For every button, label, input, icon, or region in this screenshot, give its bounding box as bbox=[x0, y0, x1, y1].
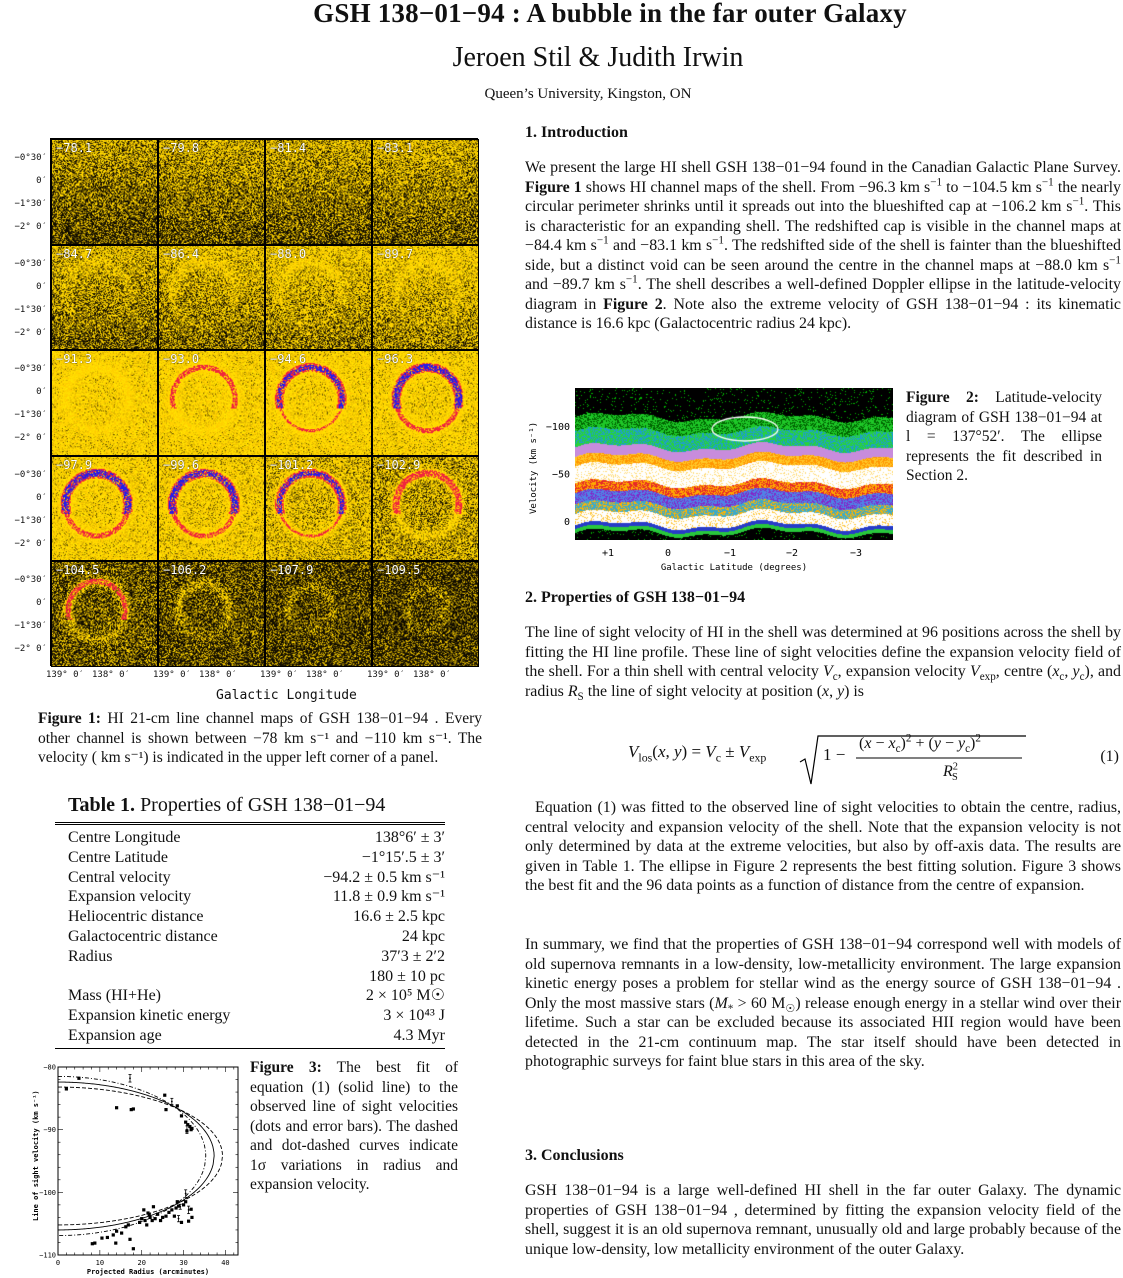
fit-curve-dashed bbox=[58, 1087, 223, 1225]
error-bar-point bbox=[186, 1129, 188, 1131]
latitude-tick-label: −2° 0′ bbox=[14, 538, 47, 549]
channel-map-image bbox=[52, 457, 157, 561]
longitude-tick-label: 138° 0′ bbox=[413, 670, 451, 680]
channel-velocity-label: −107.9 bbox=[270, 563, 314, 578]
channel-velocity-label: −79.8 bbox=[163, 141, 200, 155]
channel-map-panel bbox=[372, 561, 479, 667]
y-axis-label: Line of sight velocity (km s⁻¹) bbox=[32, 1090, 40, 1221]
channel-velocity-label: −99.6 bbox=[163, 457, 200, 472]
x-tick-label: 40 bbox=[221, 1259, 230, 1267]
channel-map-panel bbox=[51, 139, 158, 245]
channel-map-image bbox=[373, 351, 478, 455]
property-value: 16.6 ± 2.5 kpc bbox=[353, 908, 445, 926]
data-point bbox=[93, 1241, 96, 1244]
section-2-summary-paragraph: In summary, we find that the properties of GSH 138−01−94 correspond well with models of old supernova remnants in a low-density, low-metallicity environment. The large expansion kinetic energy poses a problem for stellar wind as the energy source of GSH 138−01−94 . Only the most massive stars ($M_* > 60$ $M_☉$) release enough energy in a stellar wind over their lifetime. Such a star can be excluded because its associated HII region would have been detected in the 21-cm continuum map. The star itself should have been detected in photographic surveys for faint blue stars in this area of the sky. bbox=[525, 936, 1121, 1070]
table-row bbox=[55, 907, 445, 927]
channel-map-panel bbox=[51, 561, 158, 667]
section-2-heading: 2. Properties of GSH 138−01−94 bbox=[525, 589, 746, 606]
y-tick-label: −100 bbox=[39, 1188, 56, 1197]
properties-table bbox=[55, 822, 445, 1049]
channel-map-image bbox=[373, 562, 478, 666]
section-2-fit-paragraph: Equation (1) was fitted to the observed line of sight velocities to obtain the centre, radius, central velocity and expansion velocity of the shell. Note that the expansion velocity is not only determined by data at the extreme velocities, but also by off-axis data. The results are given in Table 1. The ellipse in Figure 2 represents the best fitting solution. Figure 3 shows the best fit and the 96 data points as a function of distance from the centre of expansion. bbox=[525, 799, 1121, 894]
channel-velocity-label: −94.6 bbox=[270, 352, 307, 367]
property-name bbox=[68, 967, 72, 987]
section-3-heading: 3. Conclusions bbox=[525, 1147, 624, 1164]
table-1-label: Table 1. bbox=[68, 794, 136, 816]
channel-velocity-label: −93.0 bbox=[163, 352, 200, 367]
longitude-tick-label: 138° 0′ bbox=[92, 670, 130, 680]
figure-2-caption-label: Figure 2: bbox=[906, 389, 979, 406]
figure-2-caption-text: Latitude-velocity diagram of GSH 138−01−94 at l = 137°52′. The ellipse represents the fit described in Section 2. bbox=[906, 389, 1102, 484]
property-value: 3 × 10⁴³ J bbox=[383, 1007, 445, 1025]
figure-2-x-axis-label: Galactic Latitude (degrees) bbox=[660, 563, 808, 573]
paper-authors: Jeroen Stil & Judith Irwin bbox=[452, 42, 744, 73]
channel-map-panel bbox=[265, 456, 372, 562]
property-name: Centre Longitude bbox=[68, 829, 181, 846]
channel-map-image bbox=[266, 246, 371, 350]
latitude-tick-label: −0°30′ bbox=[14, 575, 47, 586]
channel-map-grid bbox=[50, 138, 478, 666]
y-tick-label: −110 bbox=[39, 1251, 56, 1260]
channel-velocity-label: −109.5 bbox=[377, 563, 421, 578]
velocity-tick-label: −100 bbox=[545, 422, 570, 433]
latitude-tick-label: +1 bbox=[601, 548, 615, 559]
data-point bbox=[167, 1211, 170, 1214]
figure-1-channel-maps bbox=[0, 130, 480, 710]
channel-map-panel bbox=[372, 350, 479, 456]
channel-map-panel bbox=[372, 456, 479, 562]
channel-map-panel bbox=[158, 139, 265, 245]
property-name: Radius bbox=[68, 947, 113, 965]
data-point bbox=[154, 1217, 157, 1220]
channel-map-image bbox=[373, 457, 478, 561]
latitude-tick-label: 0′ bbox=[36, 281, 47, 292]
data-point bbox=[112, 1233, 115, 1236]
velocity-tick-label: −50 bbox=[551, 469, 570, 481]
data-point bbox=[190, 1208, 193, 1211]
data-point bbox=[190, 1128, 193, 1131]
data-point bbox=[176, 1200, 179, 1203]
channel-velocity-label: −83.1 bbox=[377, 141, 414, 155]
figure-3-caption bbox=[250, 1058, 458, 1195]
table-1-title bbox=[68, 794, 385, 817]
figure-1-x-axis-label: Galactic Longitude bbox=[216, 688, 357, 703]
data-point bbox=[180, 1221, 183, 1224]
error-bar-point bbox=[179, 1206, 181, 1208]
table-1-caption: Properties of GSH 138−01−94 bbox=[140, 794, 386, 816]
property-name: Heliocentric distance bbox=[68, 908, 204, 926]
data-point bbox=[145, 1223, 148, 1226]
latitude-tick-label: −0°30′ bbox=[14, 364, 47, 375]
section-3-body: GSH 138−01−94 is a large well-defined HI shell in the far outer Galaxy. The dynamic properties of GSH 138−01−94 , determined by fitting the expansion velocity field of the shell, suggest it is an old supernova remnant, unusually old and large probably because of the unique low-density, low metallicity environment of the outer Galaxy. bbox=[525, 1182, 1121, 1258]
property-name: Expansion velocity bbox=[68, 888, 192, 906]
channel-map-image bbox=[52, 351, 157, 455]
property-name: Expansion age bbox=[68, 1026, 162, 1044]
channel-velocity-label: −101.2 bbox=[270, 457, 314, 472]
figure-3-velocity-fit-chart bbox=[0, 1052, 245, 1278]
channel-map-panel bbox=[265, 245, 372, 351]
data-point bbox=[106, 1236, 109, 1239]
channel-map-image bbox=[266, 562, 371, 666]
data-point bbox=[180, 1114, 183, 1117]
data-point bbox=[184, 1200, 187, 1203]
channel-map-panel bbox=[158, 456, 265, 562]
latitude-tick-label: −1°30′ bbox=[14, 410, 47, 421]
latitude-tick-label: −2° 0′ bbox=[14, 327, 47, 338]
latitude-tick-label: −1 bbox=[723, 548, 737, 559]
data-point bbox=[115, 1106, 118, 1109]
fit-curve-dot-dashed bbox=[58, 1076, 206, 1235]
data-point bbox=[115, 1230, 118, 1233]
channel-map-image bbox=[373, 140, 478, 244]
longitude-tick-label: 139° 0′ bbox=[153, 670, 191, 680]
property-name: Centre Latitude bbox=[68, 848, 168, 866]
data-point bbox=[143, 1219, 146, 1222]
figure-1-caption-label: Figure 1: bbox=[38, 710, 101, 727]
equation-lhs: $V_{los}(x$, $y) = V_c \pm V_{exp}$ bbox=[628, 742, 767, 765]
channel-map-panel bbox=[158, 350, 265, 456]
y-tick-label: −90 bbox=[43, 1126, 56, 1135]
channel-velocity-label: −89.7 bbox=[377, 246, 414, 261]
table-row bbox=[55, 947, 445, 967]
property-value: 24 kpc bbox=[401, 927, 445, 945]
data-point bbox=[190, 1216, 193, 1219]
channel-map-panel bbox=[265, 350, 372, 456]
equation-numerator: $(x - x_c)^2 + (y - y_c)^2$ bbox=[859, 732, 981, 756]
property-value: 138°6′ ± 3′ bbox=[374, 829, 445, 846]
channel-velocity-label: −84.7 bbox=[56, 246, 93, 261]
channel-velocity-label: −104.5 bbox=[56, 563, 100, 578]
channel-map-image bbox=[266, 140, 371, 244]
figure-1-caption-text: HI 21-cm line channel maps of GSH 138−01−94 . Every other channel is shown between −78 km s⁻¹ and −110 km s⁻¹. The velocity ( km s⁻¹) is indicated in the upper left corner of a panel. bbox=[38, 710, 482, 766]
figure-3-caption-text: The best fit of equation (1) (solid line) to the observed line of sight velocities (dots and error bars). The dashed and dot-dashed curves indicate 1σ variations in radius and expansion velocity. bbox=[250, 1059, 458, 1193]
equation-denominator: $R^2_S$ bbox=[943, 761, 958, 784]
longitude-tick-label: 138° 0′ bbox=[199, 670, 237, 680]
table-row bbox=[55, 828, 445, 848]
longitude-tick-label: 139° 0′ bbox=[260, 670, 298, 680]
channel-map-panel bbox=[265, 561, 372, 667]
property-value: 4.3 Myr bbox=[393, 1026, 445, 1044]
channel-velocity-label: −88.0 bbox=[270, 246, 307, 261]
table-row bbox=[55, 986, 445, 1006]
channel-velocity-label: −91.3 bbox=[56, 352, 93, 367]
channel-map-image bbox=[52, 246, 157, 350]
property-value: 37′3 ± 2′2 bbox=[381, 947, 445, 965]
table-row bbox=[55, 887, 445, 907]
channel-velocity-label: −102.9 bbox=[377, 457, 421, 472]
data-point bbox=[132, 1107, 135, 1110]
latitude-tick-label: −2 bbox=[785, 548, 799, 559]
section-1-heading: 1. Introduction bbox=[525, 124, 628, 141]
channel-velocity-label: −78.1 bbox=[56, 141, 93, 155]
table-row bbox=[55, 967, 445, 987]
figure-3-caption-label: Figure 3: bbox=[250, 1059, 322, 1076]
latitude-tick-label: 0′ bbox=[36, 387, 47, 398]
property-value: 2 × 10⁵ M☉ bbox=[365, 987, 445, 1005]
table-row bbox=[55, 868, 445, 888]
data-point bbox=[148, 1216, 151, 1219]
data-point bbox=[156, 1213, 159, 1216]
velocity-tick-label: 0 bbox=[563, 517, 570, 528]
table-row bbox=[55, 1006, 445, 1026]
data-point bbox=[176, 1104, 179, 1107]
x-tick-label: 0 bbox=[55, 1259, 61, 1267]
channel-map-image bbox=[159, 351, 264, 455]
data-point bbox=[77, 1077, 80, 1080]
data-point bbox=[152, 1205, 155, 1208]
longitude-tick-label: 139° 0′ bbox=[367, 670, 405, 680]
error-bar-point bbox=[185, 1193, 187, 1195]
x-tick-label: 20 bbox=[137, 1259, 146, 1267]
channel-map-image bbox=[159, 562, 264, 666]
latitude-tick-label: −3 bbox=[849, 548, 863, 559]
latitude-tick-label: 0′ bbox=[36, 598, 47, 609]
equation-one-minus: 1 − bbox=[823, 745, 846, 764]
equation-1 bbox=[525, 732, 1121, 792]
table-row bbox=[55, 927, 445, 947]
data-point bbox=[138, 1221, 141, 1224]
data-point bbox=[114, 1241, 117, 1244]
data-point bbox=[173, 1215, 176, 1218]
latitude-tick-label: −1°30′ bbox=[14, 304, 47, 315]
channel-map-image bbox=[52, 562, 157, 666]
error-bar-point bbox=[171, 1101, 173, 1103]
figure-2-axes bbox=[520, 386, 900, 581]
data-point bbox=[128, 1238, 131, 1241]
channel-map-image bbox=[159, 246, 264, 350]
channel-map-panel bbox=[372, 139, 479, 245]
property-name: Central velocity bbox=[68, 868, 171, 886]
table-row bbox=[55, 848, 445, 868]
data-point bbox=[159, 1219, 162, 1222]
section-2-body: The line of sight velocity of HI in the shell was determined at 96 positions across the shell by fitting the HI line profile. These line of sight velocities define the expansion velocity field of the shell. For a thin shell with central velocity $V_c$, expansion velocity $V_{exp}$, centre ($x_c$, $y_c$), and radius $R_S$ the line of sight velocity at position (x, y) is bbox=[525, 624, 1121, 703]
x-axis-label: Projected Radius (arcminutes) bbox=[86, 1268, 210, 1276]
paper-affiliation: Queen’s University, Kingston, ON bbox=[484, 86, 692, 102]
data-point bbox=[140, 1217, 143, 1220]
channel-map-image bbox=[266, 351, 371, 455]
channel-map-image bbox=[52, 140, 157, 244]
data-point bbox=[151, 1219, 154, 1222]
section-1-body: We present the large HI shell GSH 138−01−94 found in the Canadian Galactic Plane Survey. Figure 1 shows HI channel maps of the shell. From −96.3 km $s^{-1}$ to −104.5 km $s^{-1}$ the nearly circular perimeter shrinks until it spreads out into the blueshifted cap at −106.2 km $s^{-1}$. This is characteristic for an expanding shell. The redshifted cap is visible in the channel maps at −84.4 km $s^{-1}$ and −83.1 km $s^{-1}$. The redshifted side of the shell is fainter than the blueshifted side, but a distinct void can be seen around the centre in the channel maps at −88.0 km $s^{-1}$ and −89.7 km $s^{-1}$. The shell describes a well-defined Doppler ellipse in the latitude-velocity diagram in Figure 2. Note also the extreme velocity of GSH 138−01−94 : its kinematic distance is 16.6 kpc (Galactocentric radius 24 kpc). bbox=[525, 159, 1121, 332]
property-name: Galactocentric distance bbox=[68, 927, 218, 945]
channel-map-panel bbox=[158, 245, 265, 351]
y-tick-label: −80 bbox=[43, 1063, 56, 1072]
error-bar-point bbox=[188, 1209, 190, 1211]
data-point bbox=[163, 1094, 166, 1097]
data-point bbox=[170, 1208, 173, 1211]
channel-velocity-label: −97.9 bbox=[56, 457, 93, 472]
figure-2-latitude-velocity-diagram bbox=[520, 386, 900, 581]
figure-1-caption bbox=[38, 709, 482, 768]
channel-velocity-label: −81.4 bbox=[270, 141, 307, 155]
latitude-tick-label: −2° 0′ bbox=[14, 644, 47, 655]
figure-2-caption bbox=[906, 388, 1102, 486]
channel-map-image bbox=[373, 246, 478, 350]
latitude-tick-label: −0°30′ bbox=[14, 258, 47, 269]
data-point bbox=[142, 1208, 145, 1211]
equation-number: (1) bbox=[1100, 748, 1119, 765]
data-point bbox=[127, 1223, 130, 1226]
data-point bbox=[132, 1247, 135, 1250]
data-point bbox=[182, 1203, 185, 1206]
channel-map-image bbox=[159, 140, 264, 244]
longitude-tick-label: 138° 0′ bbox=[306, 670, 344, 680]
longitude-tick-label: 139° 0′ bbox=[46, 670, 84, 680]
property-value: −1°15′.5 ± 3′ bbox=[361, 848, 445, 866]
property-name: Expansion kinetic energy bbox=[68, 1007, 231, 1025]
channel-velocity-label: −106.2 bbox=[163, 563, 207, 578]
error-bar-point bbox=[178, 1218, 180, 1220]
data-point bbox=[164, 1108, 167, 1111]
channel-map-image bbox=[159, 457, 264, 561]
latitude-tick-label: −2° 0′ bbox=[14, 222, 47, 232]
figure-2-y-axis-label: Velocity (km s⁻¹) bbox=[529, 421, 539, 514]
channel-map-panel bbox=[51, 350, 158, 456]
channel-velocity-label: −96.3 bbox=[377, 352, 414, 367]
property-value: −94.2 ± 0.5 km s⁻¹ bbox=[323, 868, 445, 886]
channel-map-panel bbox=[265, 139, 372, 245]
latitude-tick-label: 0′ bbox=[36, 176, 47, 186]
latitude-tick-label: −0°30′ bbox=[14, 153, 47, 163]
channel-map-panel bbox=[372, 245, 479, 351]
table-row bbox=[55, 1026, 445, 1046]
latitude-tick-label: 0′ bbox=[36, 492, 47, 503]
latitude-tick-label: −1°30′ bbox=[14, 621, 47, 632]
data-point bbox=[161, 1216, 164, 1219]
data-point bbox=[100, 1236, 103, 1239]
latitude-tick-label: −2° 0′ bbox=[14, 433, 47, 444]
error-bar-point bbox=[129, 1077, 131, 1079]
property-value: 180 ± 10 pc bbox=[369, 967, 445, 985]
channel-map-panel bbox=[51, 456, 158, 562]
data-point bbox=[120, 1231, 123, 1234]
channel-map-panel bbox=[51, 245, 158, 351]
property-name: Mass (HI+He) bbox=[68, 987, 161, 1005]
channel-velocity-label: −86.4 bbox=[163, 246, 200, 261]
latitude-tick-label: 0 bbox=[664, 548, 672, 559]
latitude-tick-label: −0°30′ bbox=[14, 469, 47, 480]
property-value: 11.8 ± 0.9 km s⁻¹ bbox=[332, 888, 445, 906]
data-point bbox=[164, 1215, 167, 1218]
channel-map-image bbox=[266, 457, 371, 561]
x-tick-label: 30 bbox=[179, 1259, 188, 1267]
x-tick-label: 10 bbox=[95, 1259, 105, 1267]
channel-map-panel bbox=[158, 561, 265, 667]
data-point bbox=[65, 1087, 68, 1090]
latitude-tick-label: −1°30′ bbox=[14, 515, 47, 526]
paper-title: GSH 138−01−94 : A bubble in the far outer Galaxy bbox=[313, 0, 907, 28]
latitude-tick-label: −1°30′ bbox=[14, 199, 47, 209]
data-point bbox=[187, 1220, 190, 1223]
